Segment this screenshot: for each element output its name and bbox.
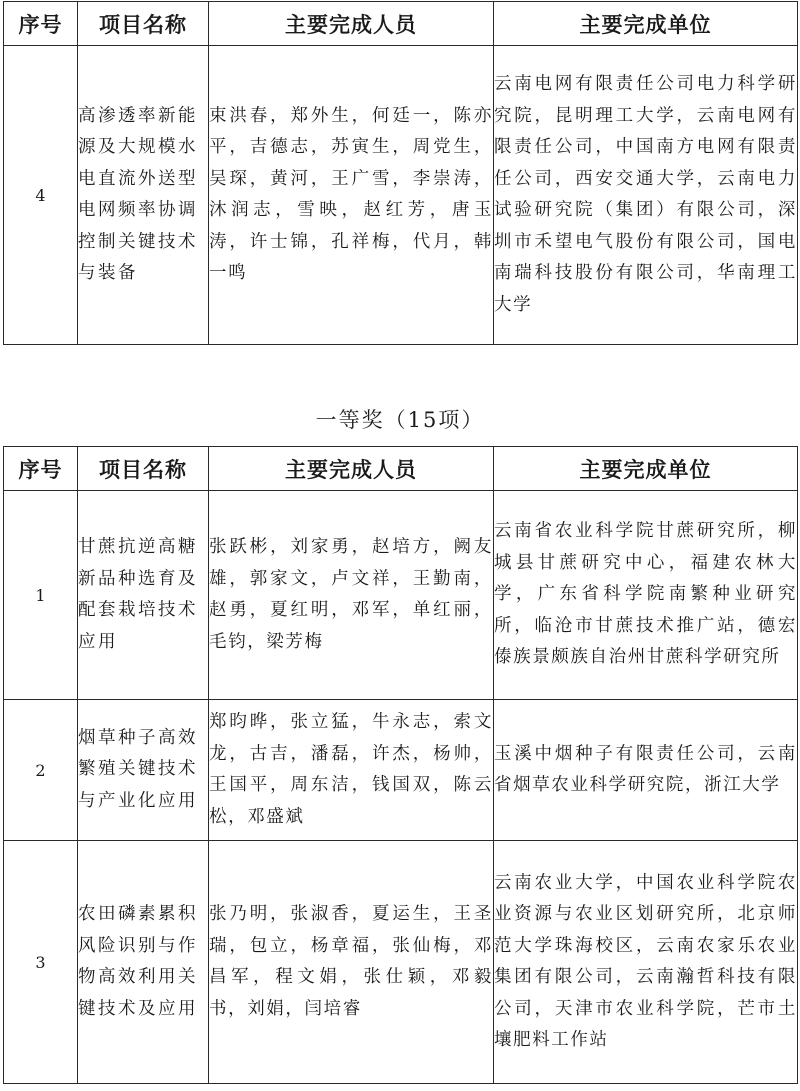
table-row <box>4 491 798 700</box>
header-project-name: 项目名称 <box>78 447 209 491</box>
project-name: 烟草种子高效繁殖关键技术与产业化应用 <box>78 700 209 841</box>
header-main-units: 主要完成单位 <box>494 447 798 491</box>
header-no: 序号 <box>4 2 78 46</box>
table-row <box>4 46 798 345</box>
project-name: 农田磷素累积风险识别与作物高效利用关键技术及应用 <box>78 841 209 1084</box>
main-people: 张跃彬，刘家勇，赵培方，阙友雄，郭家文，卢文祥，王勤南，赵勇，夏红明，邓军，单红丽，毛钧，梁芳梅 <box>209 491 494 700</box>
row-number: 2 <box>4 700 78 841</box>
header-main-units: 主要完成单位 <box>494 2 798 46</box>
project-name: 高渗透率新能源及大规模水电直流外送型电网频率协调控制关键技术与装备 <box>78 46 209 345</box>
main-people: 郑昀晔，张立猛，牛永志，索文龙，古吉，潘磊，许杰，杨帅，王国平，周东洁，钱国双，陈云松，邓盛斌 <box>209 700 494 841</box>
table-header-row <box>4 2 798 46</box>
table-row <box>4 700 798 841</box>
main-units: 云南省农业科学院甘蔗研究所，柳城县甘蔗研究中心，福建农林大学，广东省科学院南繁种业研究所，临沧市甘蔗技术推广站，德宏傣族景颇族自治州甘蔗科学研究所 <box>494 491 798 700</box>
main-people: 束洪春，郑外生，何廷一，陈亦平，吉德志，苏寅生，周党生，吴琛，黄河，王广雪，李崇涛，沐润志，雪映，赵红芳，唐玉涛，许士锦，孔祥梅，代月，韩一鸣 <box>209 46 494 345</box>
main-units: 云南电网有限责任公司电力科学研究院，昆明理工大学，云南电网有限责任公司，中国南方电网有限责任公司，西安交通大学，云南电力试验研究院（集团）有限公司，深圳市禾望电气股份有限公司，国电南瑞科技股份有限公司，华南理工大学 <box>494 46 798 345</box>
award-table-first-prize <box>3 446 798 1084</box>
main-units: 玉溪中烟种子有限责任公司，云南省烟草农业科学研究院，浙江大学 <box>494 700 798 841</box>
row-number: 1 <box>4 491 78 700</box>
header-main-people: 主要完成人员 <box>209 447 494 491</box>
award-table-top <box>3 1 798 345</box>
header-main-people: 主要完成人员 <box>209 2 494 46</box>
main-units: 云南农业大学，中国农业科学院农业资源与农业区划研究所，北京师范大学珠海校区，云南农家乐农业集团有限公司，云南瀚哲科技有限公司，天津市农业科学院，芒市土壤肥料工作站 <box>494 841 798 1084</box>
header-no: 序号 <box>4 447 78 491</box>
award-level-heading: 一等奖（15项） <box>315 408 485 432</box>
main-people: 张乃明，张淑香，夏运生，王圣瑞，包立，杨章福，张仙梅，邓昌军，程文娟，张仕颖，邓毅书，刘娟，闫培睿 <box>209 841 494 1084</box>
row-number: 3 <box>4 841 78 1084</box>
project-name: 甘蔗抗逆高糖新品种选育及配套栽培技术应用 <box>78 491 209 700</box>
row-number: 4 <box>4 46 78 345</box>
header-project-name: 项目名称 <box>78 2 209 46</box>
table-header-row <box>4 447 798 491</box>
table-row <box>4 841 798 1084</box>
